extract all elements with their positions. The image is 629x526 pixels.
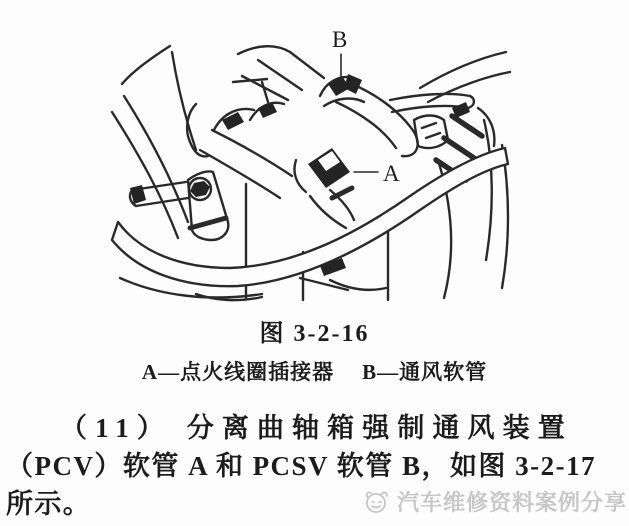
smiley-face-icon	[360, 489, 390, 515]
watermark	[360, 486, 627, 517]
figure-legend-item-b: B—通风软管	[362, 360, 488, 384]
figure-legend	[0, 359, 629, 385]
body-line-2: （PCV）软管 A 和 PCSV 软管 B，如图 3-2-17	[6, 451, 597, 481]
figure-label-b: B	[332, 27, 348, 52]
figure-caption: 图 3-2-16	[259, 321, 370, 347]
watermark-text: 汽车维修资料案例分享	[397, 490, 628, 515]
figure-legend-item-a: A—点火线圈插接器	[141, 360, 335, 384]
body-line-3: 所示。	[6, 489, 92, 519]
figure-label-a: A	[383, 161, 400, 186]
body-line-1: （11） 分离曲轴箱强制通风装置	[60, 413, 573, 443]
